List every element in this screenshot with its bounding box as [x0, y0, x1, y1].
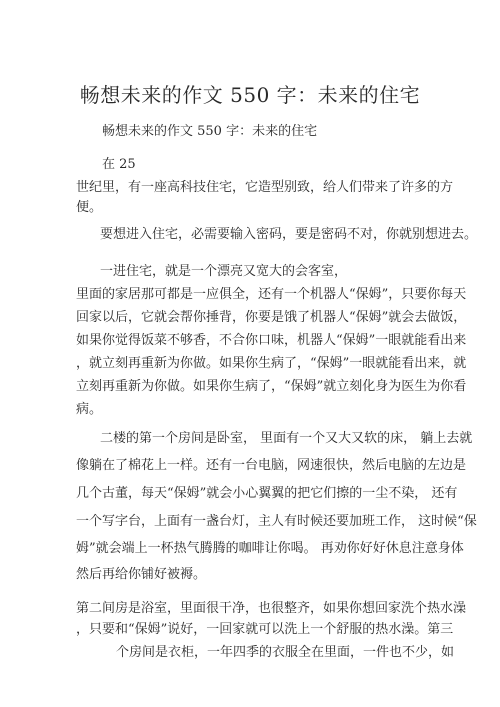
- paragraph-line: ，就立刻再重新为你做。如果你生病了，“保姆”一眼就能看出来，就: [76, 356, 467, 371]
- paragraph-line: ，只要和“保姆”说好，一回家就可以洗上一个舒服的热水澡。第三: [76, 622, 454, 637]
- paragraph-line: 一进住宅，就是一个漂亮又宽大的会客室，: [100, 264, 348, 279]
- paragraph-line: 便。: [76, 200, 103, 215]
- subtitle-line: 畅想未来的作文 550 字：未来的住宅: [102, 124, 318, 139]
- paragraph-line: 如果你觉得饭菜不够香，不合你口味，机器人“保姆”一眼就能看出来: [76, 333, 467, 348]
- paragraph-line: 姆”就会端上一杯热气腾腾的咖啡让你喝。 再劝你好好休息注意身体: [76, 541, 464, 556]
- paragraph-line: 要想进入住宅，必需要输入密码，要是密码不对，你就别想进去。: [100, 227, 478, 242]
- paragraph-line: 立刻再重新为你做。如果你生病了，“保姆”就立刻化身为医生为你看: [76, 379, 467, 394]
- paragraph-line: 一个写字台，上面有一盏台灯，主人有时候还要加班工作， 这时候“保: [76, 514, 477, 529]
- paragraph-line: 然后再给你铺好被褥。: [76, 567, 207, 582]
- document-title: 畅想未来的作文 550 字：未来的住宅: [79, 83, 421, 107]
- paragraph-line: 在 25: [102, 157, 136, 172]
- paragraph-line: 世纪里，有一座高科技住宅，它造型别致，给人们带来了许多的方: [76, 180, 454, 195]
- paragraph-line: 几个古董，每天“保姆”就会小心翼翼的把它们擦的一尘不染， 还有: [76, 486, 458, 501]
- paragraph-line: 第二间房是浴室，里面很干净，也很整齐，如果你想回家洗个热水澡: [76, 601, 467, 616]
- paragraph-line: 个房间是衣柜，一年四季的衣服全在里面，一件也不少，如: [116, 645, 455, 660]
- paragraph-line: 病。: [76, 402, 103, 417]
- paragraph-line: 回家以后，它就会帮你捶背，你要是饿了机器人“保姆”就会去做饭，: [76, 310, 467, 325]
- paragraph-line: 像躺在了棉花上一样。还有一台电脑，网速很快，然后电脑的左边是: [76, 458, 467, 473]
- paragraph-line: 里面的家居那可都是一应俱全，还有一个机器人“保姆”，只要你每天: [76, 287, 467, 302]
- paragraph-line: 二楼的第一个房间是卧室， 里面有一个又大又软的床， 躺上去就: [100, 431, 473, 446]
